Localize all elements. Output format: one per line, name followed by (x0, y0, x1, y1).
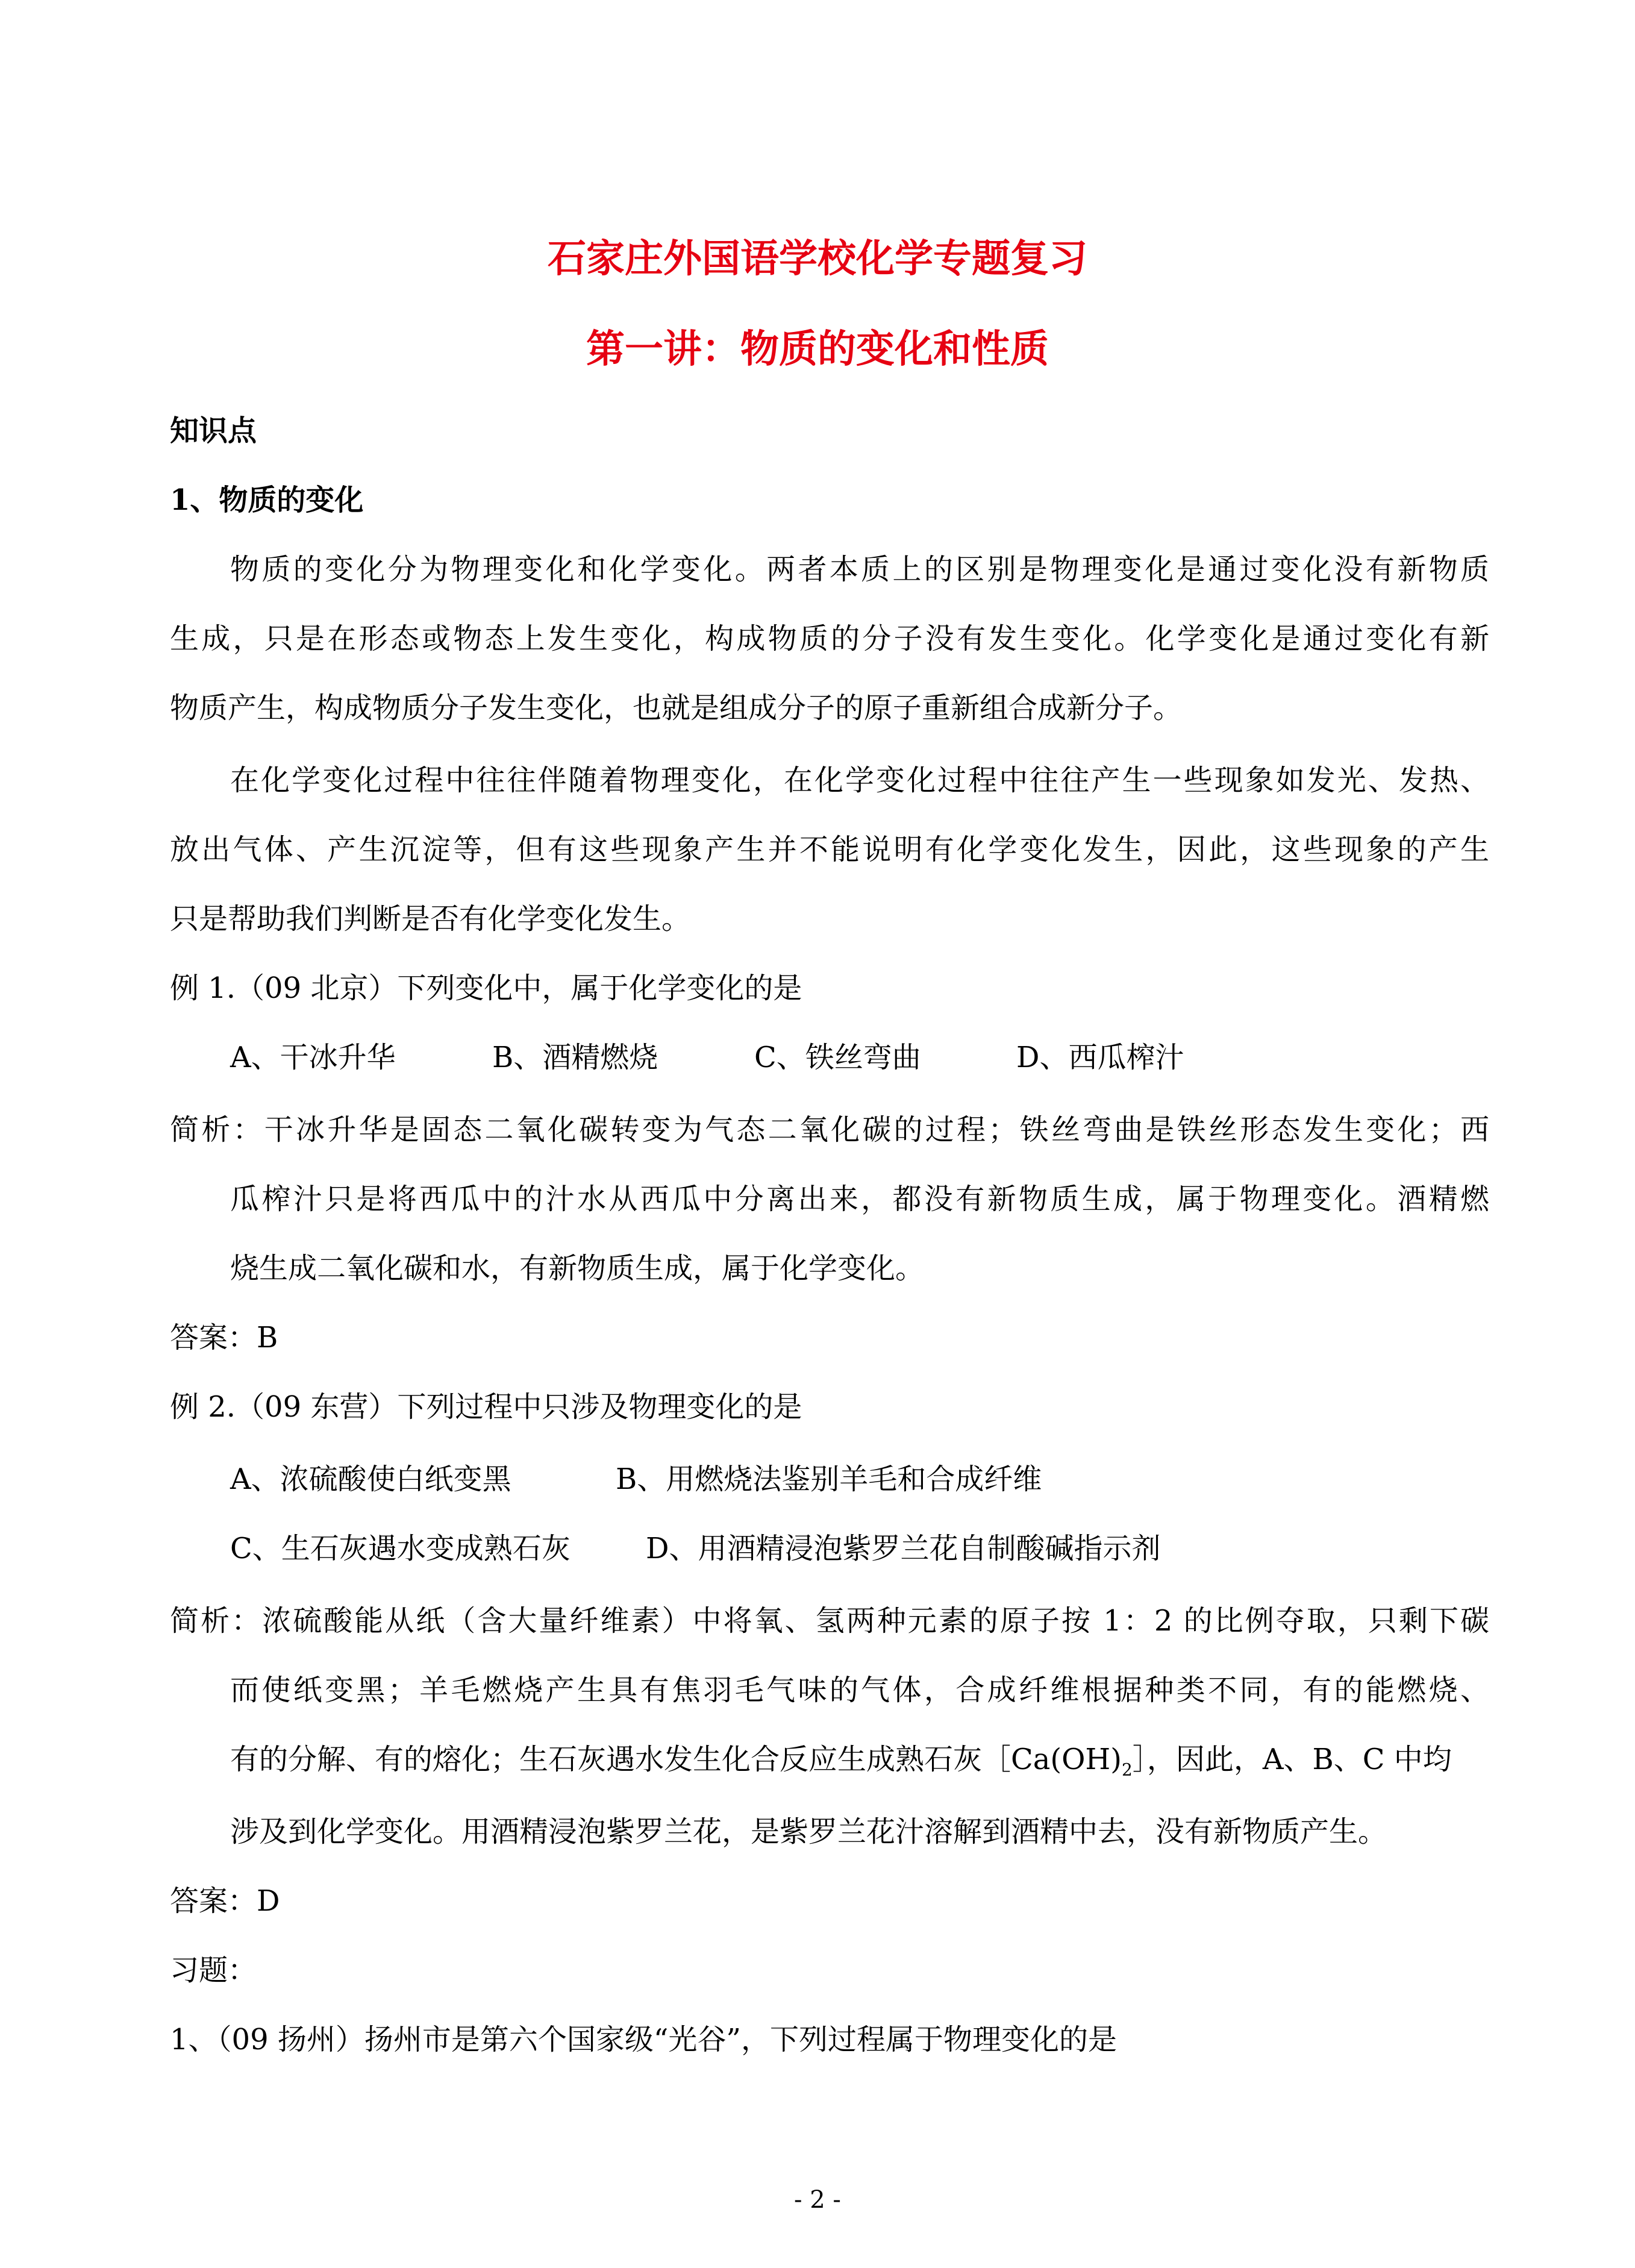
example-question: 例 2.（09 东营）下列过程中只涉及物理变化的是 (170, 1390, 802, 1424)
example-options (230, 1461, 1042, 1497)
section-heading: 知识点 (170, 414, 257, 448)
answer: 答案：D (170, 1884, 280, 1918)
analysis-line (230, 1741, 1549, 1778)
page-number: - 2 - (794, 2186, 841, 2214)
answer: 答案：B (170, 1321, 278, 1355)
option-d: D、西瓜榨汁 (1016, 1041, 1184, 1074)
paragraph-line: 只是帮助我们判断是否有化学变化发生。 (170, 902, 691, 936)
analysis-line: 而使纸变黑；羊毛燃烧产生具有焦羽毛气味的气体，合成纤维根据种类不同，有的能燃烧、 (230, 1673, 1489, 1707)
analysis-text: ］，因此，A、B、C 中均 (1132, 1743, 1452, 1776)
analysis-line: 涉及到化学变化。用酒精浸泡紫罗兰花，是紫罗兰花汁溶解到酒精中去，没有新物质产生。 (230, 1815, 1387, 1849)
option-c: C、铁丝弯曲 (754, 1041, 921, 1074)
option-a: A、浓硫酸使白纸变黑 (230, 1462, 511, 1496)
document-title: 石家庄外国语学校化学专题复习 (548, 236, 1087, 281)
subsection-heading: 1、物质的变化 (170, 483, 364, 517)
option-b: B、酒精燃烧 (492, 1041, 658, 1074)
analysis-line: 烧生成二氧化碳和水，有新物质生成，属于化学变化。 (230, 1251, 925, 1285)
paragraph-line: 放出气体、产生沉淀等，但有这些现象产生并不能说明有化学变化发生，因此，这些现象的产生 (170, 833, 1489, 866)
exercise-question: 1、（09 扬州）扬州市是第六个国家级“光谷”，下列过程属于物理变化的是 (170, 2023, 1117, 2057)
example-options (230, 1039, 1184, 1076)
example-options (230, 1530, 1161, 1567)
analysis-line: 简析：浓硫酸能从纸（含大量纤维素）中将氧、氢两种元素的原子按 1：2 的比例夺取，只剩下碳 (170, 1604, 1489, 1638)
analysis-line: 简析：干冰升华是固态二氧化碳转变为气态二氧化碳的过程；铁丝弯曲是铁丝形态发生变化；西 (170, 1113, 1489, 1147)
analysis-text: 有的分解、有的熔化；生石灰遇水发生化合反应生成熟石灰［Ca(OH) (230, 1743, 1122, 1776)
paragraph-line: 在化学变化过程中往往伴随着物理变化，在化学变化过程中往往产生一些现象如发光、发热、 (230, 763, 1489, 797)
paragraph-line: 物质产生，构成物质分子发生变化，也就是组成分子的原子重新组合成新分子。 (170, 691, 1183, 725)
lecture-title: 第一讲：物质的变化和性质 (586, 327, 1049, 372)
paragraph-line: 生成，只是在形态或物态上发生变化，构成物质的分子没有发生变化。化学变化是通过变化有新 (170, 622, 1489, 656)
option-a: A、干冰升华 (230, 1041, 396, 1074)
option-c: C、生石灰遇水变成熟石灰 (230, 1532, 571, 1565)
exercises-label: 习题： (170, 1953, 257, 1987)
example-question: 例 1.（09 北京）下列变化中，属于化学变化的是 (170, 971, 802, 1005)
option-b: B、用燃烧法鉴别羊毛和合成纤维 (616, 1462, 1042, 1496)
subscript: 2 (1122, 1759, 1133, 1780)
paragraph-line: 物质的变化分为物理变化和化学变化。两者本质上的区别是物理变化是通过变化没有新物质 (230, 553, 1489, 586)
analysis-line: 瓜榨汁只是将西瓜中的汁水从西瓜中分离出来，都没有新物质生成，属于物理变化。酒精燃 (230, 1182, 1489, 1216)
option-d: D、用酒精浸泡紫罗兰花自制酸碱指示剂 (646, 1532, 1161, 1565)
